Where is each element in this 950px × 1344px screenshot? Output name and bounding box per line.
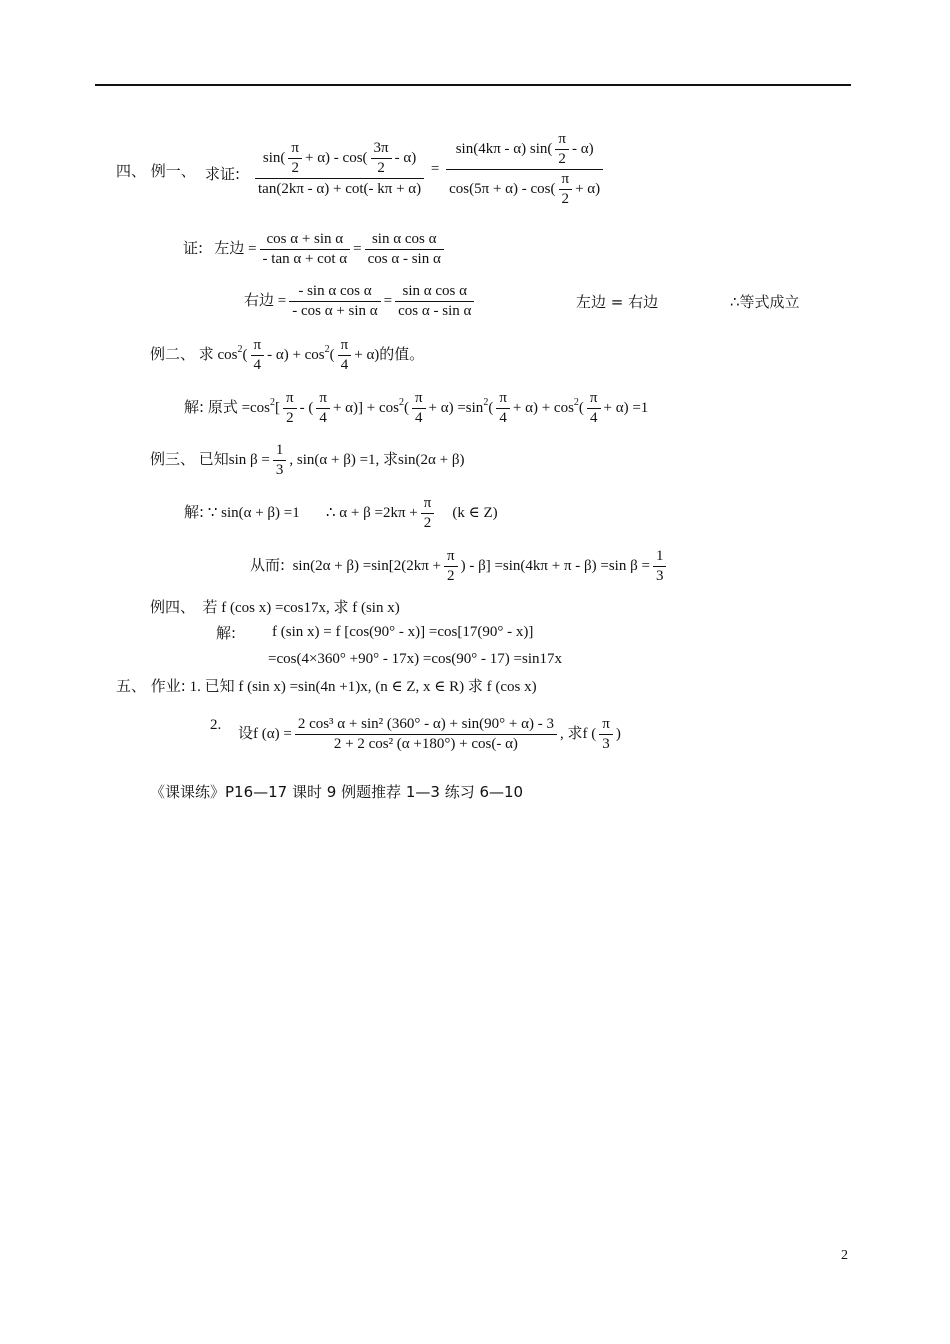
ex1-left-fraction [255,139,424,200]
proof-right-line: 右边 = $\frac{\text{- sin α cos α}}{\text{- cos α + sin α}}$ = $\frac{\text{sin α cos α}}{\text{cos α - sin α}}$ [244,282,477,321]
example3-question: 例三、 已知sin β = $\frac{1}{3}$ , sin(α + β) =1, 求sin(2α + β) [150,442,465,478]
ex1-right-fraction [446,130,603,209]
example4-question: 例四、 若 f (cos x) =cos17x, 求 f (sin x) [150,598,400,616]
header-rule [95,84,851,86]
ex1-right-denominator: cos(5π + α) - cos( $\frac{\pi}{2}$ + α) [449,171,601,207]
example4-line1: f (sin x) = f [cos(90° - x)] =cos[17(90° - x)] [272,624,534,640]
example3-then: 从而: sin(2α + β) =sin[2(2kπ + $\frac{\pi}{2}$ ) - β] =sin(4kπ + π - β) =sin β = $\frac{1}{3}$ [250,547,669,586]
ex1-left-denominator: tan(2kπ - α) + cot(- kπ + α) [258,181,422,197]
homework-number-2: 2. [210,717,222,733]
ex1-equals: = [430,160,440,177]
proof-left-line: 证: 左边 = $\frac{\text{cos α + sin α}}{\text{- tan α + cot α}}$ = $\frac{\text{sin α cos α}}{\text{cos α - sin α}}$ [183,230,447,269]
conclusion-proved: ∴等式成立 [730,293,800,311]
ex1-right-numerator: sin(4kπ - α) sin( $\frac{\pi}{2}$ - α) [446,130,603,170]
example4-sol-label: 解: [216,624,237,642]
example1-equation [252,130,606,209]
homework-line1: 五、 作业: 1. 已知 f (sin x) =sin(4n +1)x, (n ∈ Z, x ∈ R) 求 f (cos x) [116,677,537,695]
example4-line2: =cos(4×360° +90° - 17x) =cos(90° - 17) =sin17x [268,651,563,667]
ex1-left-numerator: sin( $\frac{\pi}{2}$ + α) - cos( $\frac{3\pi}{2}$ - α) [255,139,424,179]
homework-2-formula: 设f (α) = $\frac{\text{2 cos³ α + sin² (360° - α) + sin(90° + α) - 3}}{\text{2 + 2 cos² (α +180°) + cos(- α)}}$ , 求f ( $\frac{\pi}{3}$ ) [238,716,621,752]
prove-label: 求证: [205,165,241,183]
example2-solution: 解: 原式 $=\cos^2$[ $\frac{\pi}{2}$ - ( $\frac{\pi}{4}$ + $\alpha)] + \cos^2$( $\frac{\pi}{4}$ + $\alpha) =\sin^2$( $\frac{\pi}{4}$ + $\alpha) + \cos^2$( $\frac{\pi}{4}$ + α) =1 [184,390,649,426]
example2-question: 例二、 求 $\cos^2$( $\frac{\pi}{4}$ - $\alpha) + \cos^2$( $\frac{\pi}{4}$ + α)的值。 [150,337,425,373]
homework-reference: 《课课练》P16—17 课时 9 例题推荐 1—3 练习 6—10 [150,783,524,801]
conclusion-equal: 左边 = 右边 [576,293,659,311]
section4-label: 四、 例一、 [116,162,196,180]
example3-solution: 解: ∵ sin(α + β) =1 ∴ α + β =2kπ + $\frac{\pi}{2}$ (k ∈ Z) [184,495,498,531]
page-number: 2 [841,1248,848,1263]
